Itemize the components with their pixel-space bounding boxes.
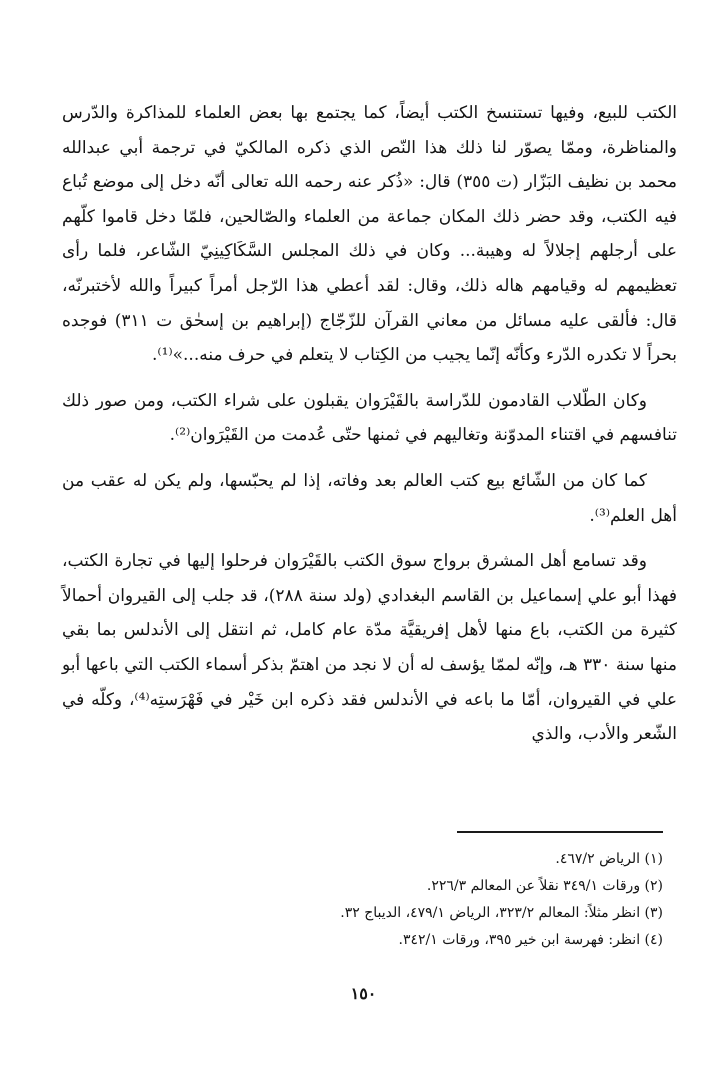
paragraph: وكان الطّلاب القادمون للدّراسة بالقَيْرَوان يقبلون على شراء الكتب، ومن صور ذلك تنافسهم في اقتناء المدوّنة وتغاليهم في ثمنها حتّى عُدمت من القَيْرَوان⁽²⁾. — [62, 390, 677, 446]
paragraph: كما كان من الشّائع بيع كتب العالم بعد وفاته، إذا لم يحبّسها، ولم يكن له عقب من أهل العلم⁽³⁾. — [62, 470, 677, 526]
paragraph: وقد تسامع أهل المشرق برواج سوق الكتب بالقَيْرَوان فرحلوا إليها في تجارة الكتب، فهذا أبو علي إسماعيل بن القاسم البغدادي (ولد سنة ٢٨٨)، قد جلب إلى القيروان أحمالاً كثيرة من الكتب، باع منها لأهل إفريقيَّة مدّة عام كامل، ثم انتقل إلى الأندلس بما بقي منها سنة ٣٣٠ هـ، وإنّه لممّا يؤسف له أن لا نجد من اهتمّ بذكر أسماء الكتب التي باعها أبو علي في القيروان، أمّا ما باعه في الأندلس فقد ذكره ابن خَيْر في فَهْرَستِه⁽⁴⁾، وكلّه في الشّعر والأدب، والذي — [62, 551, 677, 745]
footnote: (١) الرياض ٤٦٧/٢. — [555, 851, 663, 867]
footnote-divider — [457, 831, 663, 833]
footnote: (٤) انظر: فهرسة ابن خير ٣٩٥، ورقات ٣٤٢/١. — [398, 932, 663, 948]
main-text — [62, 96, 677, 752]
paragraph: الكتب للبيع، وفيها تستنسخ الكتب أيضاً، كما يجتمع بها بعض العلماء للمذاكرة والدّرس والمناظرة، وممّا يصوّر لنا ذلك هذا النّص الذي ذكره المالكيّ في ترجمة أبي عبدالله محمد بن نظيف البَزّار (ت ٣٥٥) قال: «ذُكر عنه رحمه الله تعالى أنّه دخل إلى موضع تُباع فيه الكتب، وقد حضر ذلك المكان جماعة من العلماء والصّالحين، فلمّا دخل قاموا كلّهم على أرجلهم إجلالاً له وهيبة... وكان في ذلك المجلس السَّكَاكِينِيّ الشّاعر، فلما رأى تعظيمهم له وقيامهم هاله ذلك، وقال: لقد أعطي هذا الرّجل أمراً كبيراً والله لأختبرنّه، قال: فألقى عليه مسائل من معاني القرآن للزّجّاج (إبراهيم بن إسحٰق ت ٣١١) فوجده بحراً لا تكدره الدّرء وكأنّه إنّما يجيب من الكِتاب لا يتعلم في حرف منه...»⁽¹⁾. — [62, 103, 677, 366]
page-number: ١٥٠ — [350, 984, 377, 1003]
footnote: (٣) انظر مثلاً: المعالم ٣٢٣/٢، الرياض ٤٧٩/١، الديباج ٣٢. — [340, 905, 663, 921]
footnote: (٢) ورقات ٣٤٩/١ نقلاً عن المعالم ٢٢٦/٣. — [426, 878, 663, 894]
footnotes — [62, 846, 663, 954]
